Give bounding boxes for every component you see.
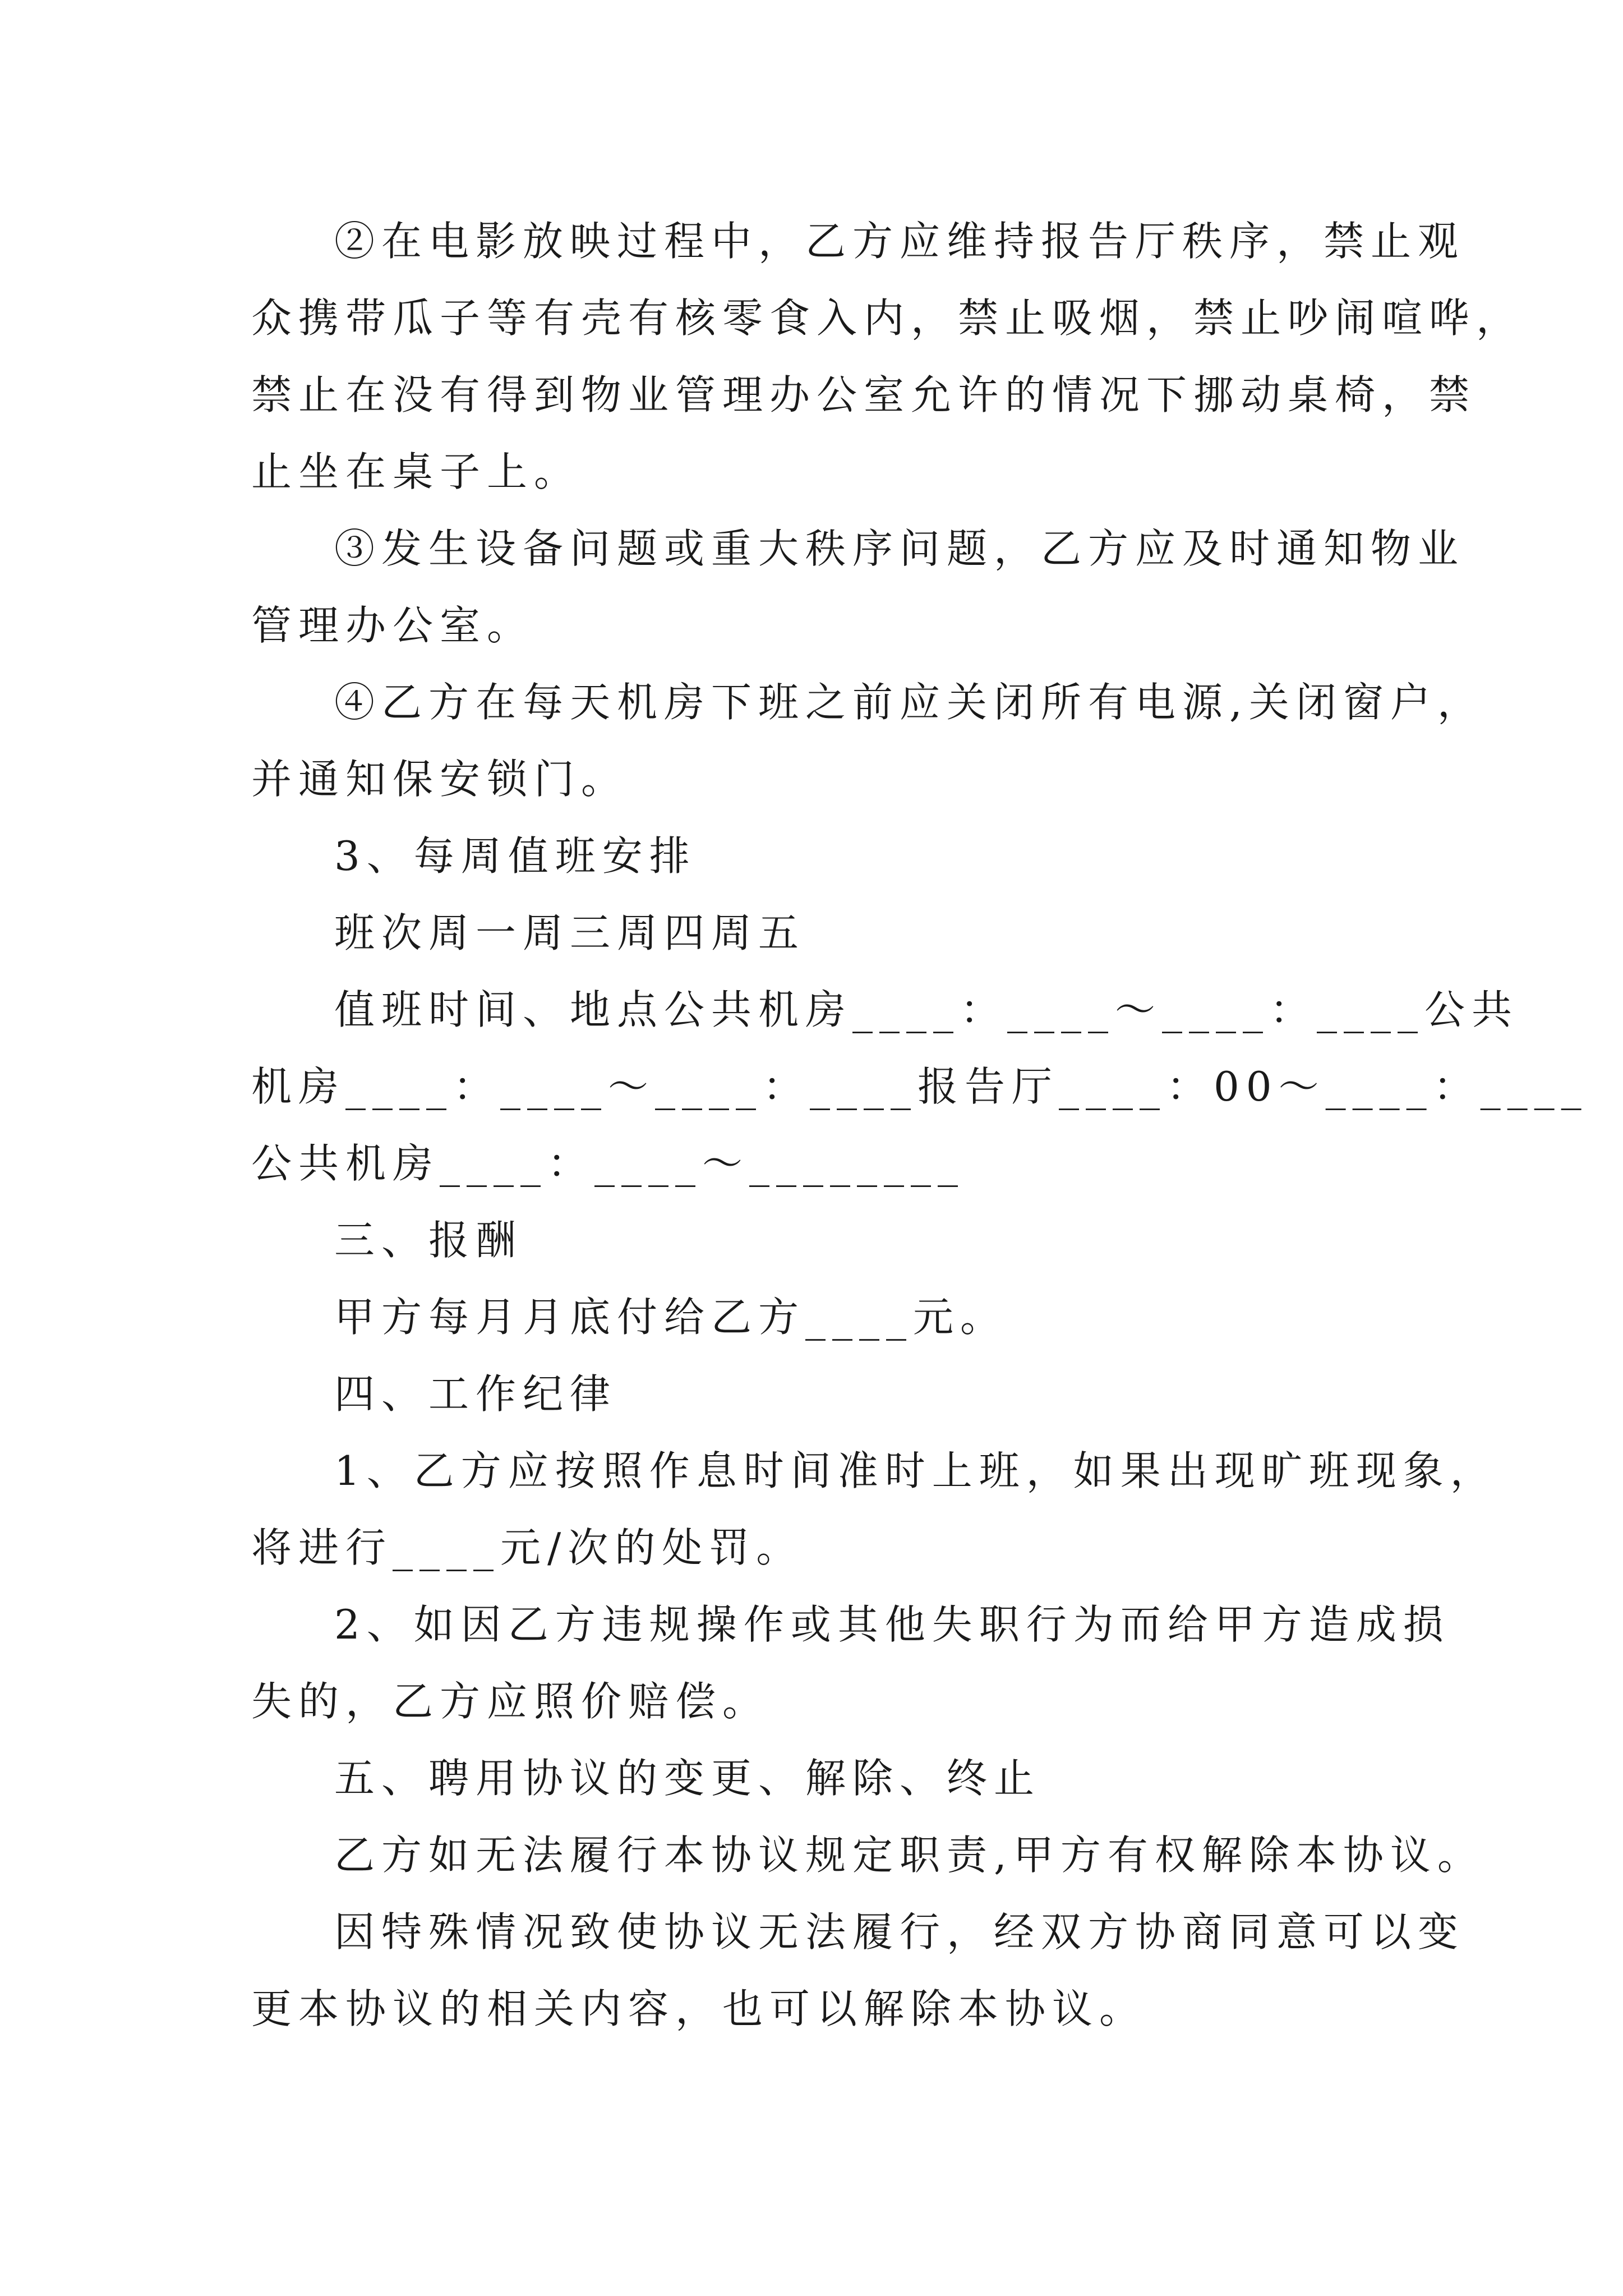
paragraph-line: 值班时间、地点公共机房____：____～____：____公共	[334, 986, 1519, 1033]
paragraph-line: 班次周一周三周四周五	[334, 909, 806, 956]
paragraph-line: 因特殊情况致使协议无法履行，经双方协商同意可以变	[334, 1908, 1465, 1955]
paragraph-line: 众携带瓜子等有壳有核零食入内，禁止吸烟，禁止吵闹喧哗，	[251, 295, 1524, 342]
paragraph-line: 更本协议的相关内容，也可以解除本协议。	[251, 1985, 1147, 2032]
section-heading: 3、每周值班安排	[334, 832, 697, 880]
section-heading: 四、工作纪律	[334, 1370, 617, 1418]
section-heading: 五、聘用协议的变更、解除、终止	[334, 1755, 1041, 1802]
paragraph-line: 2、如因乙方违规操作或其他失职行为而给甲方造成损	[334, 1601, 1450, 1648]
paragraph-line: 机房____：____～____：____报告厅____：00～____：____	[251, 1063, 1588, 1110]
paragraph-line: ②在电影放映过程中，乙方应维持报告厅秩序，禁止观	[334, 218, 1465, 265]
section-heading: 三、报酬	[334, 1217, 523, 1264]
paragraph-line: 失的，乙方应照价赔偿。	[251, 1678, 770, 1725]
paragraph-line: 管理办公室。	[251, 602, 534, 649]
paragraph-line: 止坐在桌子上。	[251, 448, 582, 495]
paragraph-line: ③发生设备问题或重大秩序问题，乙方应及时通知物业	[334, 525, 1465, 572]
paragraph-line: ④乙方在每天机房下班之前应关闭所有电源,关闭窗户，	[334, 679, 1484, 726]
paragraph-line: 乙方如无法履行本协议规定职责,甲方有权解除本协议。	[334, 1832, 1484, 1879]
paragraph-line: 甲方每月月底付给乙方____元。	[334, 1294, 1008, 1341]
paragraph-line: 禁止在没有得到物业管理办公室允许的情况下挪动桌椅，禁	[251, 371, 1477, 418]
paragraph-line: 并通知保安锁门。	[251, 756, 629, 803]
paragraph-line: 将进行____元/次的处罚。	[251, 1524, 804, 1571]
paragraph-line: 公共机房____：____～________	[251, 1140, 965, 1187]
paragraph-line: 1、乙方应按照作息时间准时上班，如果出现旷班现象，	[334, 1447, 1497, 1494]
